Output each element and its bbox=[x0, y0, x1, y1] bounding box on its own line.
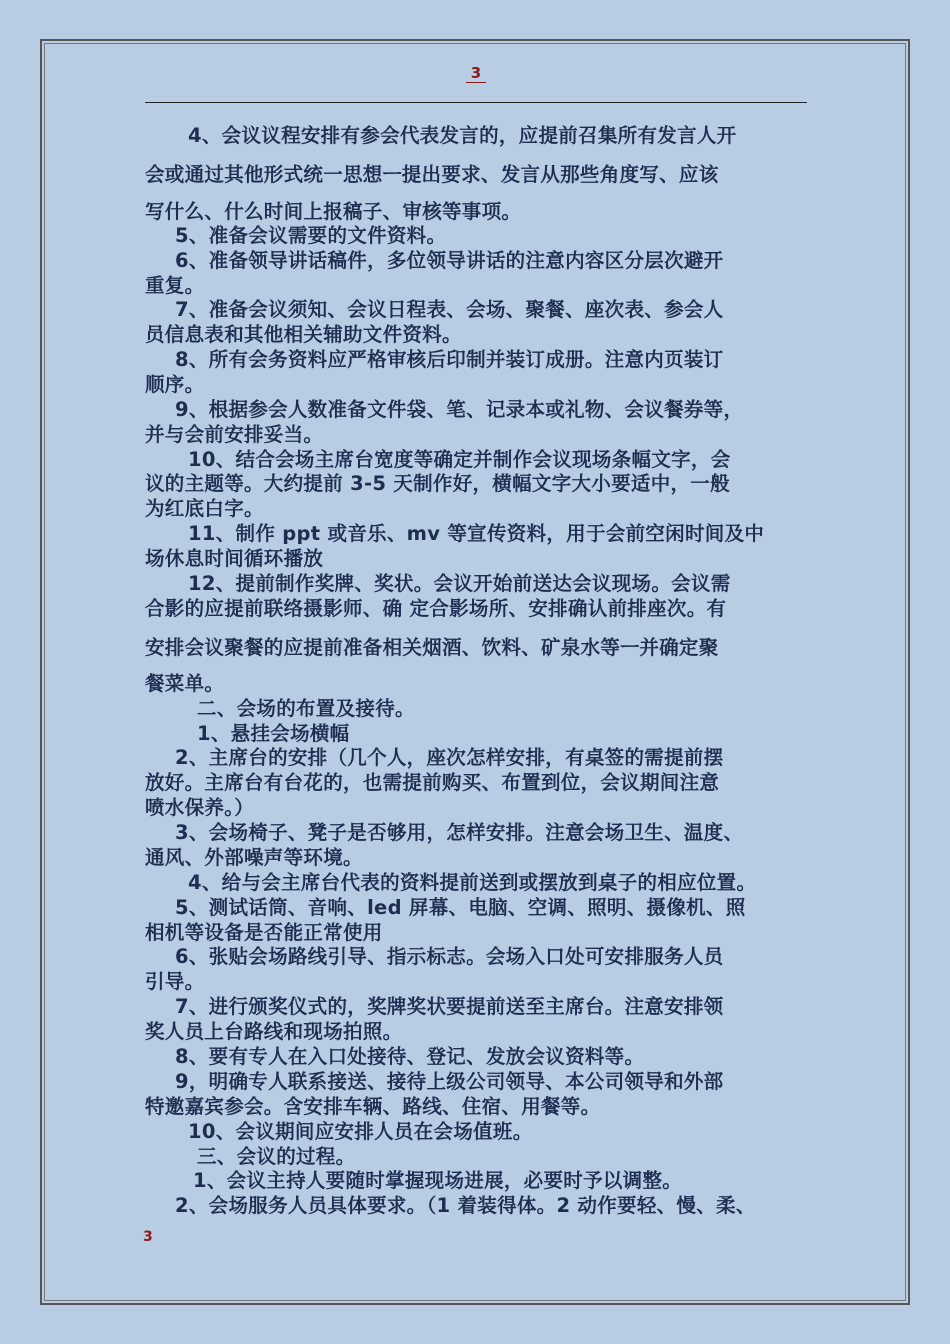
text-line: 2、主席台的安排（几个人，座次怎样安排，有桌签的需提前摆 bbox=[175, 746, 724, 769]
text-line: 写什么、什么时间上报稿子、审核等事项。 bbox=[145, 200, 522, 223]
text-line: 1、会议主持人要随时掌握现场进展，必要时予以调整。 bbox=[193, 1169, 683, 1192]
text-line: 奖人员上台路线和现场拍照。 bbox=[145, 1020, 403, 1043]
text-line: 特邀嘉宾参会。含安排车辆、路线、住宿、用餐等。 bbox=[145, 1095, 601, 1118]
text-line: 5、准备会议需要的文件资料。 bbox=[175, 224, 447, 247]
text-line: 4、会议议程安排有参会代表发言的，应提前召集所有发言人开 bbox=[188, 124, 737, 147]
header-rule bbox=[145, 102, 807, 103]
text-line: 场休息时间循环播放 bbox=[145, 547, 324, 570]
footer-page-number: 3 bbox=[143, 1229, 153, 1245]
text-line: 2、会场服务人员具体要求。（1 着装得体。2 动作要轻、慢、柔、 bbox=[175, 1194, 756, 1217]
text-line: 5、测试话筒、音响、led 屏幕、电脑、空调、照明、摄像机、照 bbox=[175, 896, 746, 919]
text-line: 喷水保养。） bbox=[145, 796, 255, 819]
text-line: 9、根据参会人数准备文件袋、笔、记录本或礼物、会议餐券等， bbox=[175, 398, 744, 421]
text-line: 顺序。 bbox=[145, 373, 205, 396]
text-line: 7、进行颁奖仪式的，奖牌奖状要提前送至主席台。注意安排领 bbox=[175, 995, 724, 1018]
text-line: 6、张贴会场路线引导、指示标志。会场入口处可安排服务人员 bbox=[175, 945, 724, 968]
text-line: 4、给与会主席台代表的资料提前送到或摆放到桌子的相应位置。 bbox=[188, 871, 757, 894]
text-line: 9，明确专人联系接送、接待上级公司领导、本公司领导和外部 bbox=[175, 1070, 724, 1093]
text-line: 相机等设备是否能正常使用 bbox=[145, 921, 383, 944]
section-heading: 三、会议的过程。 bbox=[197, 1145, 356, 1168]
text-line: 为红底白字。 bbox=[145, 497, 264, 520]
text-line: 放好。主席台有台花的，也需提前购买、布置到位，会议期间注意 bbox=[145, 771, 720, 794]
text-line: 合影的应提前联络摄影师、确 定合影场所、安排确认前排座次。有 bbox=[145, 597, 727, 620]
text-line: 8、所有会务资料应严格审核后印制并装订成册。注意内页装订 bbox=[175, 348, 724, 371]
text-line: 7、准备会议须知、会议日程表、会场、聚餐、座次表、参会人 bbox=[175, 298, 724, 321]
text-line: 8、要有专人在入口处接待、登记、发放会议资料等。 bbox=[175, 1045, 645, 1068]
text-line: 6、准备领导讲话稿件，多位领导讲话的注意内容区分层次避开 bbox=[175, 249, 724, 272]
text-line: 12、提前制作奖牌、奖状。会议开始前送达会议现场。会议需 bbox=[188, 572, 731, 595]
text-line: 重复。 bbox=[145, 274, 205, 297]
text-line: 3、会场椅子、凳子是否够用，怎样安排。注意会场卫生、温度、 bbox=[175, 821, 744, 844]
text-line: 餐菜单。 bbox=[145, 672, 225, 695]
section-heading: 二、会场的布置及接待。 bbox=[197, 697, 415, 720]
text-line: 并与会前安排妥当。 bbox=[145, 423, 324, 446]
text-line: 议的主题等。大约提前 3-5 天制作好，横幅文字大小要适中，一般 bbox=[145, 472, 730, 495]
text-line: 安排会议聚餐的应提前准备相关烟酒、饮料、矿泉水等ㅡ并确定聚 bbox=[145, 636, 719, 659]
text-line: 会或通过其他形式统一思想ㅡ提出要求、发言从那些角度写、应该 bbox=[145, 163, 719, 186]
text-line: 10、会议期间应安排人员在会场值班。 bbox=[188, 1120, 533, 1143]
text-line: 11、制作 ppt 或音乐、mv 等宣传资料，用于会前空闲时间及中 bbox=[188, 522, 765, 545]
text-line: 通风、外部噪声等环境。 bbox=[145, 846, 363, 869]
text-line: 10、结合会场主席台宽度等确定并制作会议现场条幅文字，会 bbox=[188, 448, 731, 471]
header-page-number: 3 bbox=[466, 64, 486, 83]
text-line: 引导。 bbox=[145, 970, 205, 993]
text-line: 1、悬挂会场横幅 bbox=[197, 722, 350, 745]
text-line: 员信息表和其他相关辅助文件资料。 bbox=[145, 323, 462, 346]
